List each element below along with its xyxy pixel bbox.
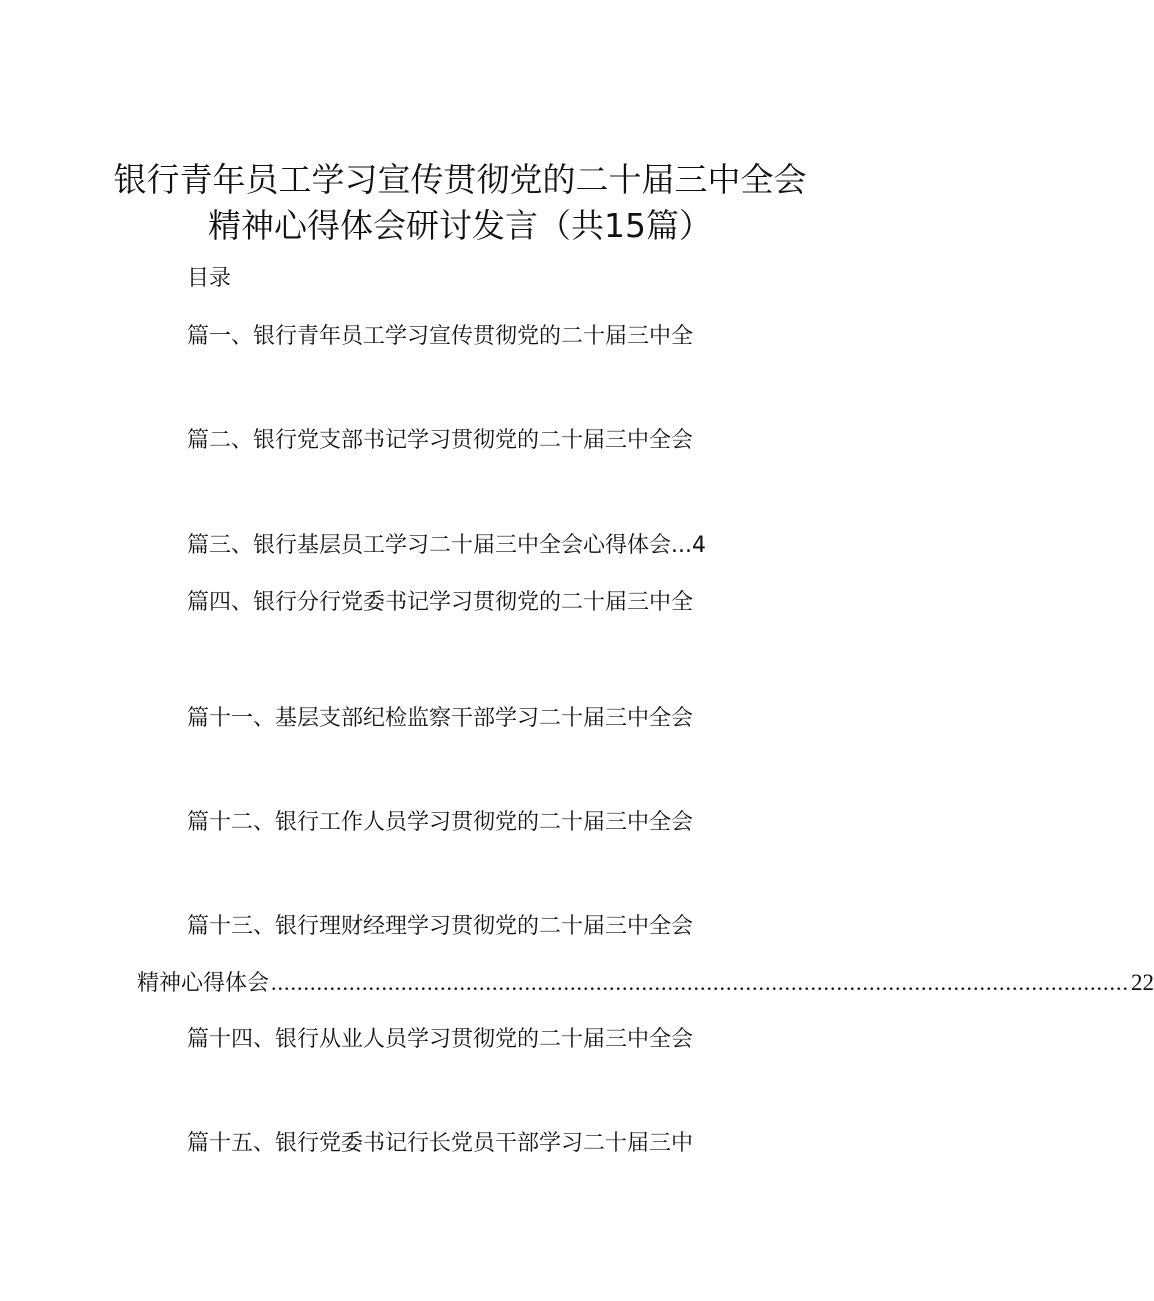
toc-entry-3[interactable]: 篇三、银行基层员工学习二十届三中全会心得体会...4 bbox=[187, 533, 706, 558]
toc-page-number: 22 bbox=[1131, 970, 1154, 995]
toc-continuation-text: 精神心得体会 bbox=[137, 971, 270, 996]
toc-entry-1[interactable]: 篇一、银行青年员工学习宣传贯彻党的二十届三中全 bbox=[187, 324, 694, 349]
toc-entry-2[interactable]: 篇二、银行党支部书记学习贯彻党的二十届三中全会 bbox=[187, 428, 694, 453]
toc-entry-12[interactable]: 篇十二、银行工作人员学习贯彻党的二十届三中全会 bbox=[187, 810, 694, 835]
toc-entry-4[interactable]: 篇四、银行分行党委书记学习贯彻党的二十届三中全 bbox=[187, 590, 694, 615]
document-title: 银行青年员工学习宣传贯彻党的二十届三中全会精神心得体会研讨发言（共15篇） bbox=[113, 160, 807, 246]
dot-leader: .................................................................................................................................... bbox=[271, 970, 1130, 995]
toc-entry-11[interactable]: 篇十一、基层支部纪检监察干部学习二十届三中全会 bbox=[187, 706, 694, 731]
toc-entry-15[interactable]: 篇十五、银行党委书记行长党员干部学习二十届三中 bbox=[187, 1131, 694, 1156]
toc-entry-13[interactable]: 篇十三、银行理财经理学习贯彻党的二十届三中全会 bbox=[187, 914, 694, 939]
toc-entry-14[interactable]: 篇十四、银行从业人员学习贯彻党的二十届三中全会 bbox=[187, 1027, 694, 1052]
toc-heading: 目录 bbox=[187, 266, 232, 291]
toc-entry-13-continuation[interactable] bbox=[137, 968, 1154, 999]
